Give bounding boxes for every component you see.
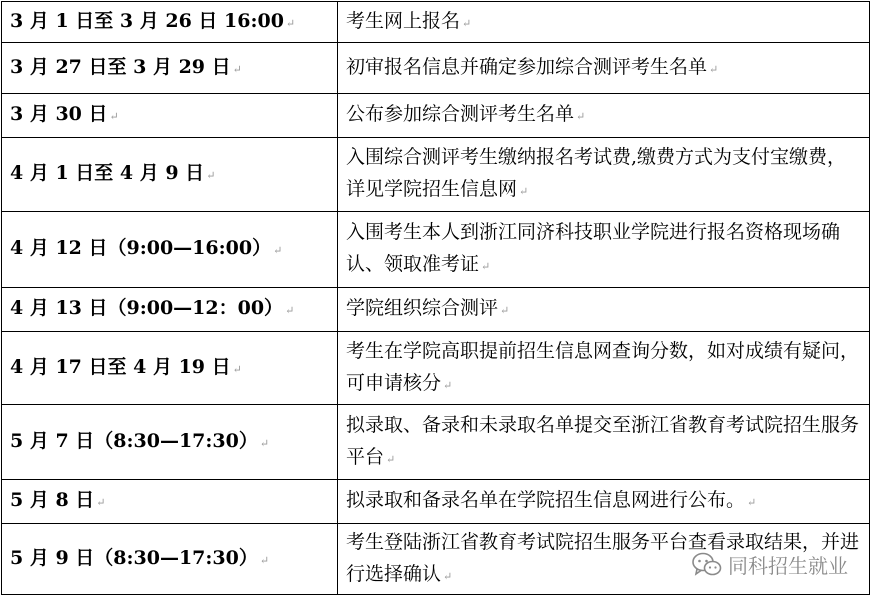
- row-event: 入围考生本人到浙江同济科技职业学院进行报名资格现场确认、领取准考证 ↵: [338, 212, 870, 288]
- table-row: [2, 480, 870, 524]
- row-event: 拟录取、备录和未录取名单提交至浙江省教育考试院招生服务平台 ↵: [338, 405, 870, 480]
- paragraph-mark-icon: ↵: [386, 452, 396, 466]
- table-row: [2, 43, 870, 94]
- row-event: 考生登陆浙江省教育考试院招生服务平台查看录取结果，并进行选择确认 ↵: [338, 524, 870, 595]
- paragraph-mark-icon: ↵: [500, 304, 510, 317]
- row-event: 拟录取和备录名单在学院招生信息网进行公布。 ↵: [338, 480, 870, 524]
- table-row: [2, 288, 870, 332]
- table-row: [2, 2, 870, 43]
- paragraph-mark-icon: ↵: [259, 436, 270, 450]
- paragraph-mark-icon: ↵: [273, 244, 283, 257]
- row-date: 3 月 27 日至 3 月 29 日 ↵: [2, 43, 338, 94]
- paragraph-mark-icon: ↵: [481, 260, 491, 273]
- row-date: 3 月 30 日 ↵: [2, 94, 338, 138]
- paragraph-mark-icon: ↵: [232, 362, 242, 376]
- row-event: 初审报名信息并确定参加综合测评考生名单 ↵: [338, 43, 870, 94]
- row-date: 5 月 7 日（8:30—17:30） ↵: [2, 405, 338, 480]
- table-row: [2, 405, 870, 480]
- paragraph-mark-icon: ↵: [206, 169, 216, 182]
- paragraph-mark-icon: ↵: [443, 569, 453, 583]
- row-date: 4 月 1 日至 4 月 9 日 ↵: [2, 138, 338, 212]
- paragraph-mark-icon: ↵: [462, 16, 472, 30]
- row-event: 学院组织综合测评 ↵: [338, 288, 870, 332]
- paragraph-mark-icon: ↵: [576, 110, 586, 123]
- table-row: [2, 94, 870, 138]
- paragraph-mark-icon: ↵: [747, 496, 757, 509]
- row-date: 4 月 12 日（9:00—16:00） ↵: [2, 212, 338, 288]
- row-event: 公布参加综合测评考生名单 ↵: [338, 94, 870, 138]
- paragraph-mark-icon: ↵: [109, 110, 119, 123]
- wechat-watermark: [692, 550, 848, 579]
- table-row: [2, 332, 870, 405]
- wechat-icon: [692, 552, 722, 578]
- table-row: [2, 138, 870, 212]
- paragraph-mark-icon: ↵: [285, 16, 296, 30]
- row-event: 考生网上报名 ↵: [338, 2, 870, 43]
- table-row: [2, 212, 870, 288]
- row-date: 5 月 9 日（8:30—17:30） ↵: [2, 524, 338, 595]
- watermark-text: 同科招生就业: [728, 554, 848, 578]
- row-date: 4 月 13 日（9:00—12：00） ↵: [2, 288, 338, 332]
- schedule-table: [1, 1, 870, 595]
- row-event: 入围综合测评考生缴纳报名考试费,缴费方式为支付宝缴费，详见学院招生信息网 ↵: [338, 138, 870, 212]
- row-event: 考生在学院高职提前招生信息网查询分数，如对成绩有疑问，可申请核分 ↵: [338, 332, 870, 405]
- paragraph-mark-icon: ↵: [232, 62, 242, 76]
- paragraph-mark-icon: ↵: [709, 62, 719, 76]
- paragraph-mark-icon: ↵: [96, 496, 106, 509]
- row-date: 3 月 1 日至 3 月 26 日 16:00 ↵: [2, 2, 338, 43]
- row-date: 4 月 17 日至 4 月 19 日 ↵: [2, 332, 338, 405]
- paragraph-mark-icon: ↵: [443, 378, 453, 392]
- paragraph-mark-icon: ↵: [259, 553, 270, 567]
- paragraph-mark-icon: ↵: [285, 304, 295, 317]
- row-date: 5 月 8 日 ↵: [2, 480, 338, 524]
- paragraph-mark-icon: ↵: [519, 185, 529, 198]
